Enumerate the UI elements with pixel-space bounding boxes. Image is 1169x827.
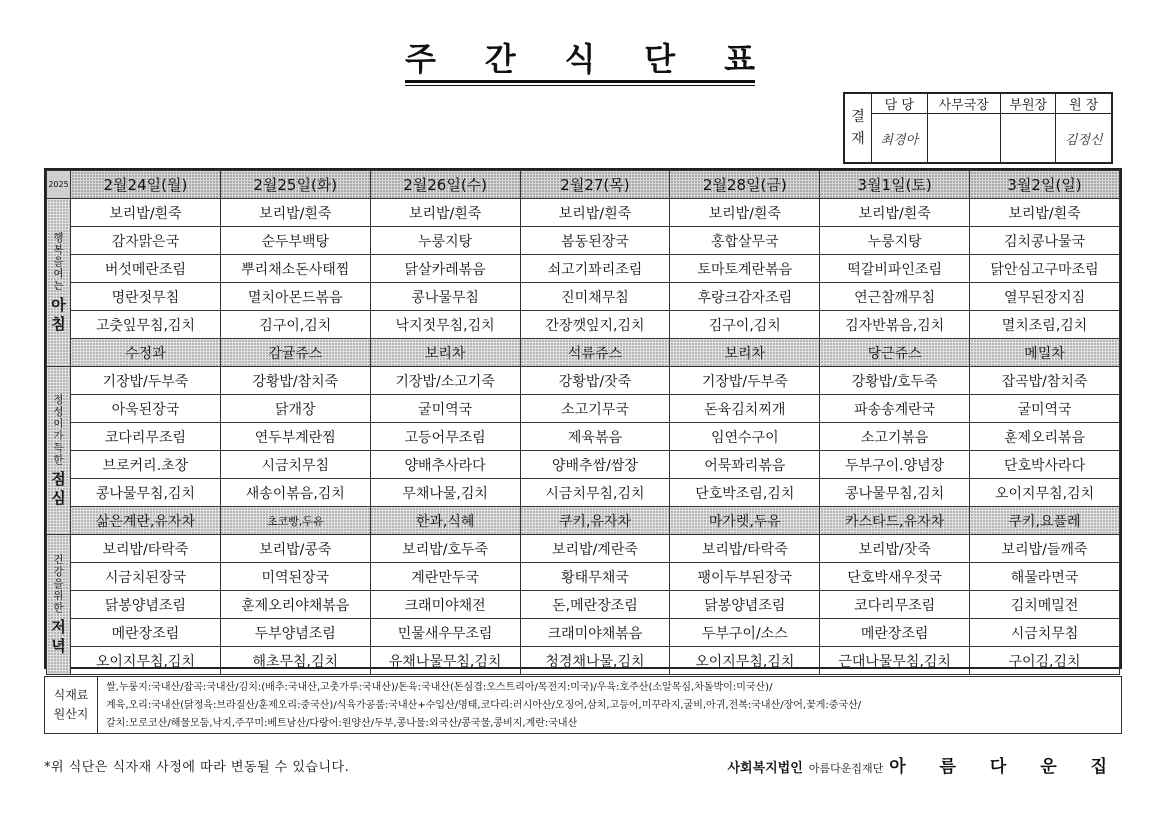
title-char: 표 xyxy=(724,40,755,78)
menu-item: 근대나물무침,김치 xyxy=(820,647,970,675)
origin-line: 계육,오리:국내산(닭정육:브라질산/훈제오리:중국산)/식육가공품:국내산+수입산/명태,코다리:러시아산/오징어,삼치,고등어,미꾸라지,굴비,아귀,전복:국내산/장어,꽃게:중국산/ xyxy=(106,700,862,711)
menu-item: 팽이두부된장국 xyxy=(670,563,820,591)
approval-signature xyxy=(927,114,1000,163)
menu-item: 훈제오리볶음 xyxy=(970,423,1120,451)
menu-item: 메란장조림 xyxy=(71,619,221,647)
menu-item: 보리밥/흰죽 xyxy=(670,199,820,227)
snack-item: 석류쥬스 xyxy=(520,339,670,367)
meal-label-text xyxy=(47,394,70,508)
meal-label-char: 을 xyxy=(53,255,64,268)
table-row xyxy=(47,311,1120,339)
meal-label-char: 이 xyxy=(53,417,64,430)
menu-item: 기장밥/소고기죽 xyxy=(370,367,520,395)
meal-label xyxy=(47,367,71,535)
menu-item: 파송송계란국 xyxy=(820,395,970,423)
snack-item: 감귤쥬스 xyxy=(220,339,370,367)
menu-item: 해물라면국 xyxy=(970,563,1120,591)
approval-signature: 최경아 xyxy=(872,114,928,163)
meal-label-char: 한 xyxy=(53,453,64,466)
table-row xyxy=(47,451,1120,479)
date-header: 2월28일(금) xyxy=(670,171,820,199)
menu-item: 쇠고기꽈리조림 xyxy=(520,255,670,283)
table-row xyxy=(47,367,1120,395)
menu-item: 토마토계란볶음 xyxy=(670,255,820,283)
menu-item: 닭봉양념조림 xyxy=(71,591,221,619)
meal-label-text xyxy=(47,554,70,656)
origin-line: 쌀,누룽지:국내산/잡곡:국내산/김치:(배추:국내산,고춧가루:국내산)/돈육:국내산(돈심겹:오스트리아/목전지:미국)/우육:호주산(소알목심,차돌박이:미국산)/ xyxy=(106,682,773,693)
meal-label-char: 는 xyxy=(53,279,64,292)
menu-item: 강황밥/참치죽 xyxy=(220,367,370,395)
menu-item: 누룽지탕 xyxy=(370,227,520,255)
date-header: 2월24일(월) xyxy=(71,171,221,199)
table-row xyxy=(47,283,1120,311)
menu-item: 어묵꽈리볶음 xyxy=(670,451,820,479)
menu-item: 오이지무침,김치 xyxy=(670,647,820,675)
snack-item: 카스타드,유자차 xyxy=(820,507,970,535)
menu-item: 김구이,김치 xyxy=(220,311,370,339)
menu-item: 보리밥/계란죽 xyxy=(520,535,670,563)
table-row xyxy=(47,479,1120,507)
menu-item: 크래미야채전 xyxy=(370,591,520,619)
menu-item: 보리밥/타락죽 xyxy=(71,535,221,563)
menu-item: 구이김,김치 xyxy=(970,647,1120,675)
menu-item: 낙지젓무침,김치 xyxy=(370,311,520,339)
meal-label-char: 득 xyxy=(53,441,64,454)
menu-item: 연근참깨무침 xyxy=(820,283,970,311)
title-char: 식 xyxy=(564,40,596,78)
menu-item: 김구이,김치 xyxy=(670,311,820,339)
table-row xyxy=(47,535,1120,563)
approval-header: 원 장 xyxy=(1056,94,1112,114)
menu-item: 강황밥/호두죽 xyxy=(820,367,970,395)
origin-label xyxy=(45,677,98,733)
snack-item: 쿠키,요플레 xyxy=(970,507,1120,535)
menu-item: 시금치된장국 xyxy=(71,563,221,591)
menu-item: 민물새우무조림 xyxy=(370,619,520,647)
menu-item: 단호박새우젓국 xyxy=(820,563,970,591)
organization-name xyxy=(727,752,1121,777)
menu-item: 닭개장 xyxy=(220,395,370,423)
menu-item: 멸치조림,김치 xyxy=(970,311,1120,339)
menu-item: 새송이볶음,김치 xyxy=(220,479,370,507)
menu-item: 진미채무침 xyxy=(520,283,670,311)
table-row xyxy=(47,619,1120,647)
menu-item: 오이지무침,김치 xyxy=(970,479,1120,507)
approval-header: 부원장 xyxy=(1000,94,1056,114)
menu-item: 보리밥/흰죽 xyxy=(370,199,520,227)
meal-label-char: 위 xyxy=(53,589,64,602)
menu-item: 단호박사라다 xyxy=(970,451,1120,479)
approval-signature xyxy=(1000,114,1056,163)
menu-item: 제육볶음 xyxy=(520,423,670,451)
year-label: 2025 xyxy=(47,171,71,199)
meal-name: 아 침 xyxy=(51,295,66,333)
menu-item: 아욱된장국 xyxy=(71,395,221,423)
menu-item: 봄동된장국 xyxy=(520,227,670,255)
meal-label-char: 강 xyxy=(53,565,64,578)
menu-item: 순두부백탕 xyxy=(220,227,370,255)
menu-item: 콩나물무침,김치 xyxy=(820,479,970,507)
origin-label-line: 식재료 xyxy=(53,688,89,702)
meal-label-char: 행 xyxy=(53,231,64,244)
menu-item: 뿌리채소돈사태찜 xyxy=(220,255,370,283)
snack-row xyxy=(47,507,1120,535)
menu-item: 미역된장국 xyxy=(220,563,370,591)
approval-label: 결 재 xyxy=(845,94,872,163)
menu-item: 보리밥/흰죽 xyxy=(970,199,1120,227)
menu-item: 해초무침,김치 xyxy=(220,647,370,675)
menu-item: 두부양념조림 xyxy=(220,619,370,647)
menu-item: 양배추쌈/쌈장 xyxy=(520,451,670,479)
origin-label-line: 원산지 xyxy=(53,707,89,721)
snack-item: 메밀차 xyxy=(970,339,1120,367)
menu-item: 시금치무침 xyxy=(970,619,1120,647)
footnote: *위 식단은 식자재 사정에 따라 변동될 수 있습니다. xyxy=(44,760,350,775)
meal-name: 점 심 xyxy=(51,469,66,507)
approval-header: 담 당 xyxy=(872,94,928,114)
menu-item: 닭안심고구마조림 xyxy=(970,255,1120,283)
menu-item: 열무된장지짐 xyxy=(970,283,1120,311)
org-foundation: 아름다운집재단 xyxy=(808,762,884,775)
meal-label-char: 여 xyxy=(53,267,64,280)
snack-item: 쿠키,유자차 xyxy=(520,507,670,535)
date-header: 3월2일(일) xyxy=(970,171,1120,199)
menu-item: 소고기볶음 xyxy=(820,423,970,451)
menu-item: 콩나물무침 xyxy=(370,283,520,311)
menu-item: 콩나물무침,김치 xyxy=(71,479,221,507)
meal-label-char: 가 xyxy=(53,429,64,442)
menu-item: 훈제오리야채볶음 xyxy=(220,591,370,619)
meal-label-char: 정 xyxy=(53,393,64,406)
title-underline xyxy=(405,80,755,86)
menu-item: 간장깻잎지,김치 xyxy=(520,311,670,339)
org-prefix: 사회복지법인 xyxy=(727,761,803,776)
menu-item: 시금치무침,김치 xyxy=(520,479,670,507)
menu-item: 오이지무침,김치 xyxy=(71,647,221,675)
title-char: 단 xyxy=(644,40,676,78)
menu-item: 버섯메란조림 xyxy=(71,255,221,283)
table-row xyxy=(47,227,1120,255)
menu-item: 보리밥/타락죽 xyxy=(670,535,820,563)
page-title xyxy=(405,34,755,80)
menu-item: 굴미역국 xyxy=(370,395,520,423)
meal-name: 저 녁 xyxy=(51,617,66,655)
menu-item: 크래미야채볶음 xyxy=(520,619,670,647)
menu-item: 떡갈비파인조림 xyxy=(820,255,970,283)
title-char: 주 xyxy=(405,40,436,78)
origin-line: 갈치:모로코산/해물모둠,낙지,주꾸미:베트남산/다랑어:원양산/두부,콩나물:외국산/콩국물,콩비지,계란:국내산 xyxy=(106,718,578,729)
menu-item: 잡곡밥/참치죽 xyxy=(970,367,1120,395)
meal-label xyxy=(47,535,71,675)
snack-item: 보리차 xyxy=(670,339,820,367)
menu-item: 두부구이.양념장 xyxy=(820,451,970,479)
menu-item: 코다리무조림 xyxy=(820,591,970,619)
menu-item: 단호박조림,김치 xyxy=(670,479,820,507)
menu-item: 보리밥/흰죽 xyxy=(520,199,670,227)
menu-item: 고춧잎무침,김치 xyxy=(71,311,221,339)
menu-item: 감자맑은국 xyxy=(71,227,221,255)
snack-item: 보리차 xyxy=(370,339,520,367)
menu-item: 연두부계란찜 xyxy=(220,423,370,451)
date-header: 2월27(목) xyxy=(520,171,670,199)
menu-item: 메란장조림 xyxy=(820,619,970,647)
meal-label-text xyxy=(47,232,70,334)
menu-item: 닭살카레볶음 xyxy=(370,255,520,283)
weekly-menu-table xyxy=(44,168,1122,669)
snack-row xyxy=(47,339,1120,367)
menu-item: 후랑크감자조림 xyxy=(670,283,820,311)
menu-item: 보리밥/흰죽 xyxy=(71,199,221,227)
table-row xyxy=(47,199,1120,227)
meal-label-char: 성 xyxy=(53,405,64,418)
menu-item: 보리밥/호두죽 xyxy=(370,535,520,563)
menu-item: 두부구이/소스 xyxy=(670,619,820,647)
meal-label xyxy=(47,199,71,367)
date-header-row xyxy=(47,171,1120,199)
date-header: 2월25일(화) xyxy=(220,171,370,199)
menu-item: 김자반볶음,김치 xyxy=(820,311,970,339)
snack-item: 한과,식혜 xyxy=(370,507,520,535)
date-header: 3월1일(토) xyxy=(820,171,970,199)
table-row xyxy=(47,647,1120,675)
snack-item: 수정과 xyxy=(71,339,221,367)
table-row xyxy=(47,563,1120,591)
meal-label-char: 을 xyxy=(53,577,64,590)
table-row xyxy=(47,591,1120,619)
approval-signature: 김정신 xyxy=(1056,114,1112,163)
approval-box xyxy=(843,92,1113,164)
menu-item: 보리밥/흰죽 xyxy=(220,199,370,227)
menu-item: 청경채나물,김치 xyxy=(520,647,670,675)
snack-item: 마가렛,두유 xyxy=(670,507,820,535)
menu-item: 양배추사라다 xyxy=(370,451,520,479)
menu-item: 멸치아몬드볶음 xyxy=(220,283,370,311)
menu-item: 시금치무침 xyxy=(220,451,370,479)
table-row xyxy=(47,255,1120,283)
menu-item: 굴미역국 xyxy=(970,395,1120,423)
menu-item: 코다리무조림 xyxy=(71,423,221,451)
menu-item: 김치콩나물국 xyxy=(970,227,1120,255)
meal-label-char: 한 xyxy=(53,601,64,614)
menu-item: 홍합살무국 xyxy=(670,227,820,255)
menu-item: 유채나물무침,김치 xyxy=(370,647,520,675)
menu-item: 무채나물,김치 xyxy=(370,479,520,507)
menu-item: 고등어무조림 xyxy=(370,423,520,451)
menu-item: 돈,메란장조림 xyxy=(520,591,670,619)
ingredient-origin-box xyxy=(44,676,1122,734)
org-name: 아 름 다 운 집 xyxy=(889,757,1121,777)
origin-text xyxy=(98,677,1121,733)
menu-item: 돈육김치찌개 xyxy=(670,395,820,423)
menu-item: 계란만두국 xyxy=(370,563,520,591)
approval-header: 사무국장 xyxy=(927,94,1000,114)
menu-item: 김치메밀전 xyxy=(970,591,1120,619)
menu-item: 임연수구이 xyxy=(670,423,820,451)
snack-item: 당근쥬스 xyxy=(820,339,970,367)
table-row xyxy=(47,423,1120,451)
title-char: 간 xyxy=(484,40,516,78)
menu-item: 기장밥/두부죽 xyxy=(670,367,820,395)
meal-label-char: 건 xyxy=(53,553,64,566)
menu-item: 강황밥/잣죽 xyxy=(520,367,670,395)
menu-item: 황태무채국 xyxy=(520,563,670,591)
menu-item: 보리밥/잣죽 xyxy=(820,535,970,563)
menu-item: 보리밥/들깨죽 xyxy=(970,535,1120,563)
snack-item: 초코빵,두유 xyxy=(220,507,370,535)
menu-item: 누룽지탕 xyxy=(820,227,970,255)
table-row xyxy=(47,395,1120,423)
menu-item: 닭봉양념조림 xyxy=(670,591,820,619)
snack-item: 삶은계란,유자차 xyxy=(71,507,221,535)
menu-item: 소고기무국 xyxy=(520,395,670,423)
date-header: 2월26일(수) xyxy=(370,171,520,199)
menu-item: 기장밥/두부죽 xyxy=(71,367,221,395)
menu-item: 명란젓무침 xyxy=(71,283,221,311)
menu-item: 보리밥/흰죽 xyxy=(820,199,970,227)
menu-item: 보리밥/콩죽 xyxy=(220,535,370,563)
meal-label-char: 복 xyxy=(53,243,64,256)
menu-item: 브로커리.초장 xyxy=(71,451,221,479)
